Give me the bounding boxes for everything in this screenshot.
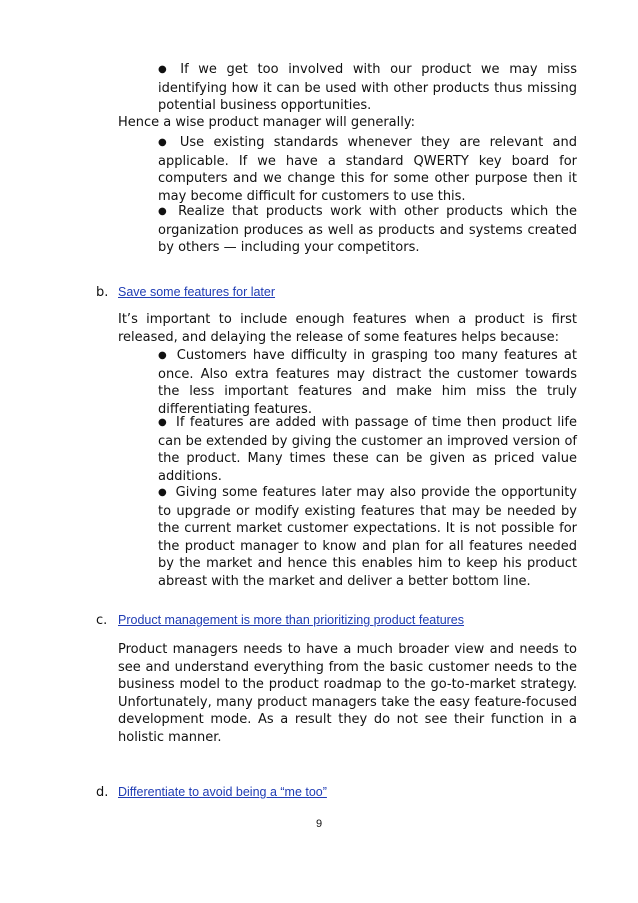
section-letter: c. [96,613,108,628]
section-heading-d [96,785,327,800]
bullet-icon: ● [158,64,173,75]
section-link-differentiate[interactable]: Differentiate to avoid being a “me too” [118,785,327,799]
bullet-icon: ● [158,487,168,498]
bullet-icon: ● [158,206,171,217]
section-link-product-management[interactable]: Product management is more than prioritizing product features [118,613,465,627]
bullet-item: ● Giving some features later may also provide the opportunity to upgrade or modify existing features that may be needed by the current market customer expectations. It is not possible for the product manager to know and plan for all features needed by the market and hence this enables him to keep his product abreast with the market and deliver a better bottom line. [158,485,577,589]
bullet-icon: ● [158,137,172,148]
section-link-save-features[interactable]: Save some features for later [118,285,276,299]
bullet-item: ● If we get too involved with our product we may miss identifying how it can be used with other products thus missing potential business opportunities. [158,62,577,114]
section-letter: b. [96,285,109,300]
bullet-item: ● Use existing standards whenever they are relevant and applicable. If we have a standard QWERTY key board for computers and we change this for some other purpose then it may become difficult for customers to use this. [158,135,577,204]
section-letter: d. [96,785,109,800]
section-heading-c [96,613,464,628]
bullet-item: ● Realize that products work with other products which the organization produces as well as products and systems created by others — including your competitors. [158,204,578,256]
paragraph: It’s important to include enough features when a product is first released, and delaying the release of some features helps because: [118,312,577,345]
bullet-icon: ● [158,417,169,428]
bullet-item: ● Customers have difficulty in grasping too many features at once. Also extra features may distract the customer towards the less important features and make him miss the truly differentiating features. [158,348,577,417]
section-heading-b [96,285,275,300]
bullet-item: ● If features are added with passage of time then product life can be extended by giving the customer an improved version of the product. Many times these can be given as priced value additions. [158,415,577,484]
bullet-icon: ● [158,350,169,361]
paragraph: Hence a wise product manager will generally: [118,115,415,130]
paragraph: Product managers needs to have a much broader view and needs to see and understand everything from the basic customer needs to the business model to the product roadmap to the go-to-market strategy. Unfortunately, many product managers take the easy feature-focused development mode. As a result they do not see their function in a holistic manner. [118,642,577,745]
page-number: 9 [315,818,323,830]
